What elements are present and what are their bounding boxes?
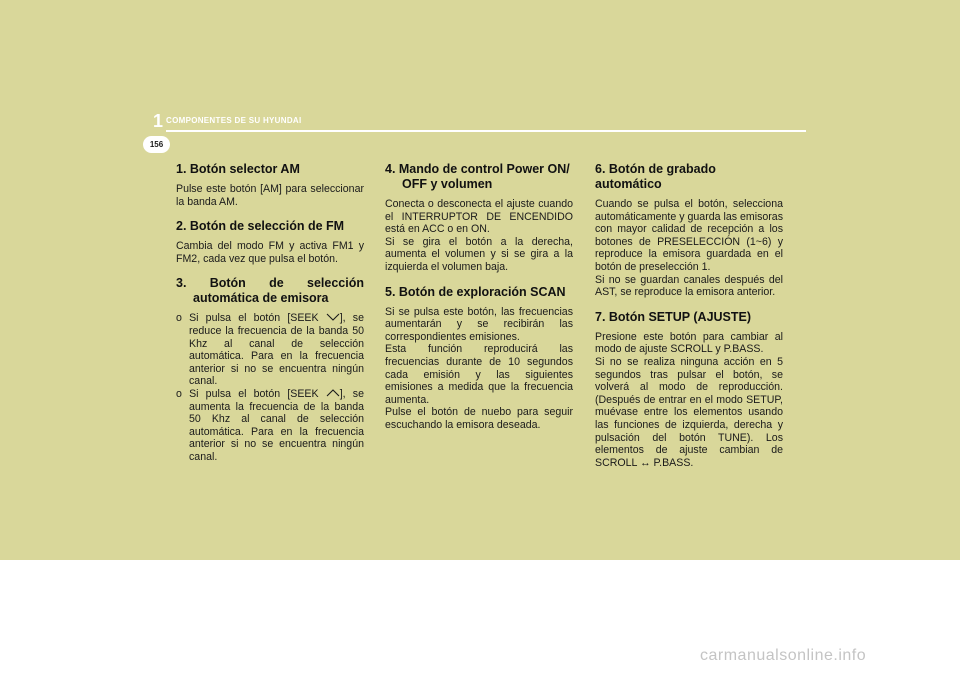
section-7-body-2: Si no se realiza ninguna acción en 5 segundos tras pulsar el botón, se volverá al modo de reproducción. (Después de entrar en el modo SETUP, muévase entre los elementos usando las funciones de izquierda, derecha y pulsación del botón TUNE). Los elementos de ajuste cambian de SCROLL ↔ P.BASS. [595,355,783,469]
column-3 [595,162,783,480]
section-7-title: 7. Botón SETUP (AJUSTE) [595,309,752,324]
section-3-title-line1: 3. Botón de selección [176,276,364,291]
page-number: 156 [143,136,170,153]
section-5-body-3: Pulse el botón de nuebo para seguir escuchando la emisora deseada. [385,406,573,431]
column-1 [176,162,364,464]
section-4-title: 4. Mando de control Power ON/ OFF y volumen [385,162,570,191]
section-6-body-2: Si no se guardan canales después del AST, se reproduce la emisora anterior. [595,273,783,299]
section-3-title-line2: automática de emisora [193,291,329,306]
section-5-body-2: Esta función reproducirá las frecuencias durante de 10 segundos cada emisión y las siguientes emisiones a medida que la frecuencia aumenta. [385,343,573,406]
section-6-title: 6. Botón de grabado automático [595,162,716,191]
section-6-body-1: Cuando se pulsa el botón, selecciona automáticamente y guarda las emisoras con mayor calidad de recepción a los botones de PRESELECCIÓN (1~6) y reproduce la emisora guardada en el botón de preselección 1. [595,198,783,273]
section-4-body-1: Conecta o desconecta el ajuste cuando el INTERRUPTOR DE ENCENDIDO está en ACC o en ON. [385,198,573,236]
section-5-body-1: Si se pulsa este botón, las frecuencias aumentarán y se recibirán las correspondientes emisiones. [385,305,573,343]
section-2-title: 2. Botón de selección de FM [176,219,345,234]
section-5-title: 5. Botón de exploración SCAN [385,284,566,299]
header-divider [166,130,806,132]
chapter-number: 1 [153,111,164,131]
chevron-down-icon [326,313,340,321]
list-item: o Si pulsa el botón [SEEK ], se reduce la frecuencia de la banda 50 Khz al canal de selección automática. Para en la frecuencia anterior si no se encuentra ningún canal. [176,312,364,388]
section-2-body: Cambia del modo FM y activa FM1 y FM2, cada vez que pulsa el botón. [176,240,364,265]
section-4-body-2: Si se gira el botón a la derecha, aumenta el volumen y si se gira a la izquierda el volumen baja. [385,235,573,273]
list-item: o Si pulsa el botón [SEEK ], se aumenta la frecuencia de la banda 50 Khz al canal de selección automática. Para en la frecuencia anterior si no se encuentra ningún canal. [176,387,364,463]
section-1-body: Pulse este botón [AM] para seleccionar la banda AM. [176,183,364,208]
section-3-list [176,312,364,463]
column-2 [385,162,573,443]
watermark: carmanualsonline.info [700,647,867,664]
section-3-title [176,276,364,306]
section-1-title: 1. Botón selector AM [176,162,300,176]
chapter-title: COMPONENTES DE SU HYUNDAI [166,116,302,125]
section-7-body-1: Presione este botón para cambiar al modo de ajuste SCROLL y P.BASS. [595,330,783,356]
chevron-up-icon [326,389,340,397]
